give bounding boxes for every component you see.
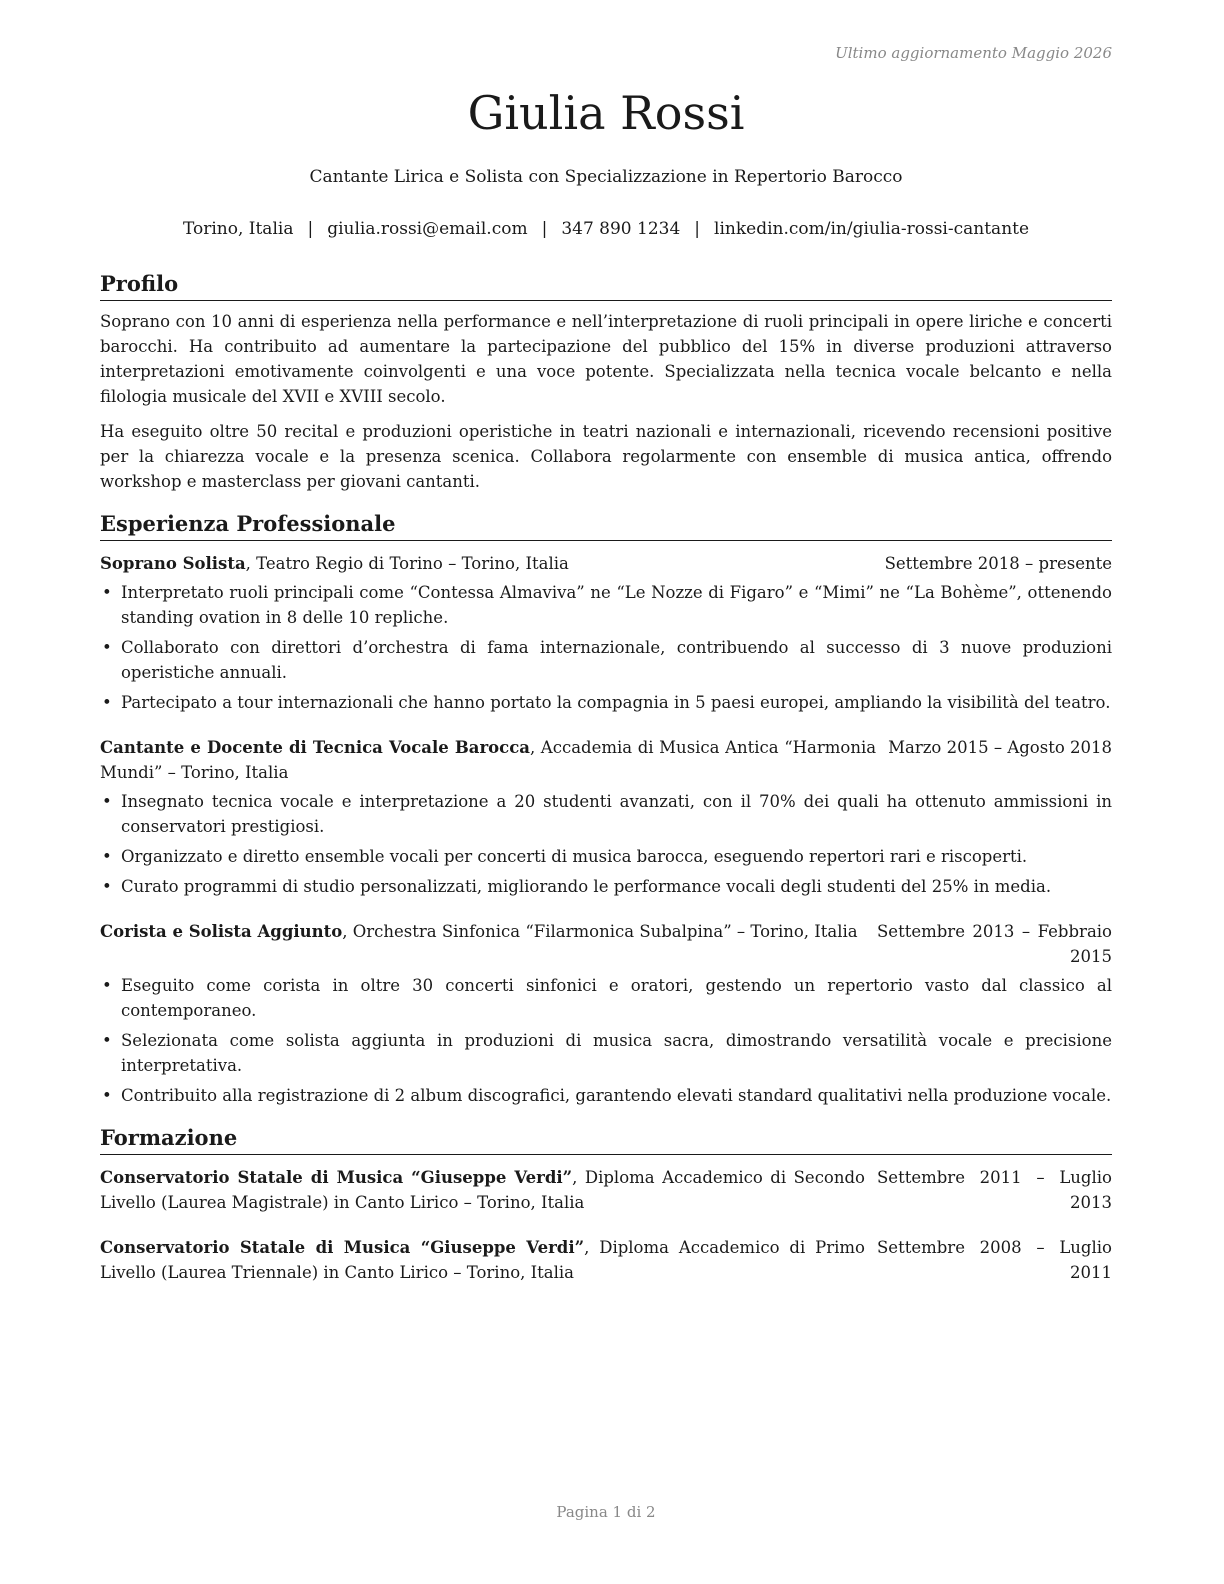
job-role: Soprano Solista (100, 554, 246, 573)
profile-paragraph: Ha eseguito oltre 50 recital e produzioni operistiche in teatri nazionali e internazionali, ricevendo recensioni positive per la chiarezza vocale e la presenza scenica. Collabora regolarmente con ensemble di musica antica, offrendo workshop e masterclass per giovani cantanti. (100, 422, 1112, 491)
experience-entry (100, 551, 1112, 715)
education-description (100, 1235, 865, 1285)
education-degree: , Diploma Accademico di Secondo Livello (Laurea Magistrale) in Canto Lirico – Torino, Italia (100, 1168, 865, 1212)
contact-separator: | (541, 219, 548, 239)
page-number: Pagina 1 di 2 (556, 1503, 656, 1521)
bullet-item: • Selezionata come solista aggiunta in produzioni di musica sacra, dimostrando versatilità vocale e precisione interpretativa. (100, 1028, 1112, 1078)
experience-position (100, 735, 876, 785)
bullet-item: • Interpretato ruoli principali come “Contessa Almaviva” ne “Le Nozze di Figaro” e “Mimi” ne “La Bohème”, ottenendo standing ovation in 8 delle 10 repliche. (100, 580, 1112, 630)
education-entry-header (100, 1165, 1112, 1215)
education-section (100, 1124, 1112, 1285)
contact-email[interactable]: giulia.rossi@email.com (327, 219, 528, 239)
education-entry (100, 1165, 1112, 1215)
bullet-item: • Curato programmi di studio personalizzati, migliorando le performance vocali degli studenti del 25% in media. (100, 874, 1112, 899)
experience-entry-header (100, 919, 1112, 969)
last-updated: Ultimo aggiornamento Maggio 2026 (835, 44, 1112, 62)
education-description (100, 1165, 865, 1215)
bullet-item: • Collaborato con direttori d’orchestra di fama internazionale, contribuendo al successo di 3 nuove produzioni operistiche annuali. (100, 635, 1112, 685)
resume-page (100, 0, 1112, 1584)
job-role: Corista e Solista Aggiunto (100, 922, 343, 941)
education-dates: Settembre 2011 – Luglio 2013 (877, 1168, 1112, 1212)
education-dates: Settembre 2008 – Luglio 2011 (877, 1238, 1112, 1282)
resume-body (100, 270, 1112, 1285)
contact-line (100, 219, 1112, 239)
contact-separator: | (307, 219, 314, 239)
headline: Cantante Lirica e Solista con Specializzazione in Repertorio Barocco (309, 167, 903, 187)
job-dates: Marzo 2015 – Agosto 2018 (888, 738, 1112, 757)
contact-separator: | (694, 219, 701, 239)
candidate-name: Giulia Rossi (467, 86, 745, 140)
education-degree: , Diploma Accademico di Primo Livello (Laurea Triennale) in Canto Lirico – Torino, Italia (100, 1238, 865, 1282)
experience-bullets (100, 789, 1112, 899)
job-dates: Settembre 2013 – Febbraio 2015 (877, 922, 1112, 966)
profile-section (100, 270, 1112, 494)
education-section-title: Formazione (100, 1124, 1112, 1155)
profile-section-title: Profilo (100, 270, 1112, 301)
experience-position (100, 551, 873, 576)
education-institution: Conservatorio Statale di Musica “Giuseppe Verdi” (100, 1238, 585, 1257)
experience-position (100, 919, 865, 944)
experience-entry-header (100, 735, 1112, 785)
contact-linkedin[interactable]: linkedin.com/in/giulia-rossi-cantante (714, 219, 1030, 239)
bullet-item: • Insegnato tecnica vocale e interpretazione a 20 studenti avanzati, con il 70% dei quali ha ottenuto ammissioni in conservatori prestigiosi. (100, 789, 1112, 839)
bullet-item: • Contribuito alla registrazione di 2 album discografici, garantendo elevati standard qualitativi nella produzione vocale. (100, 1083, 1112, 1108)
experience-entry (100, 919, 1112, 1108)
experience-entry (100, 735, 1112, 899)
job-organization: , Accademia di Musica Antica “Harmonia Mundi” – Torino, Italia (100, 738, 877, 782)
job-organization: , Teatro Regio di Torino – Torino, Italia (245, 554, 569, 573)
education-entry (100, 1235, 1112, 1285)
contact-location: Torino, Italia (182, 219, 294, 239)
job-organization: , Orchestra Sinfonica “Filarmonica Subalpina” – Torino, Italia (342, 922, 858, 941)
profile-paragraph: Soprano con 10 anni di esperienza nella performance e nell’interpretazione di ruoli principali in opere liriche e concerti barocchi. Ha contribuito ad aumentare la partecipazione del pubblico del 15% in diverse produzioni attraverso interpretazioni emotivamente coinvolgenti e una voce potente. Specializzata nella tecnica vocale belcanto e nella filologia musicale del XVII e XVIII secolo. (100, 312, 1112, 406)
contact-phone: 347 890 1234 (561, 219, 681, 239)
experience-bullets (100, 973, 1112, 1108)
experience-section (100, 510, 1112, 1108)
experience-bullets (100, 580, 1112, 715)
bullet-item: • Partecipato a tour internazionali che hanno portato la compagnia in 5 paesi europei, ampliando la visibilità del teatro. (100, 690, 1112, 715)
bullet-item: • Eseguito come corista in oltre 30 concerti sinfonici e oratori, gestendo un repertorio vasto dal classico al contemporaneo. (100, 973, 1112, 1023)
job-role: Cantante e Docente di Tecnica Vocale Barocca (100, 738, 530, 757)
bullet-item: • Organizzato e diretto ensemble vocali per concerti di musica barocca, eseguendo repertori rari e riscoperti. (100, 844, 1112, 869)
experience-section-title: Esperienza Professionale (100, 510, 1112, 541)
experience-entry-header (100, 551, 1112, 576)
education-institution: Conservatorio Statale di Musica “Giuseppe Verdi” (100, 1168, 573, 1187)
job-dates: Settembre 2018 – presente (884, 554, 1112, 573)
education-entry-header (100, 1235, 1112, 1285)
